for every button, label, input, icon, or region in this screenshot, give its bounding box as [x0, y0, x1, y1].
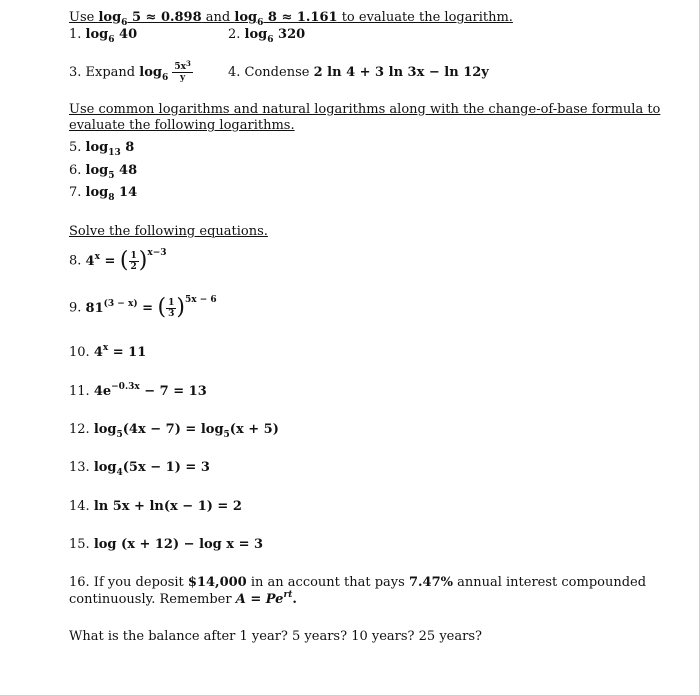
- problem-10-rest: = 11: [108, 345, 147, 360]
- problem-13-number: 13.: [69, 460, 94, 475]
- problem-7-arg: 14: [114, 185, 138, 200]
- problem-16-rate: 7.47%: [408, 575, 453, 590]
- problem-6-log: log: [85, 163, 109, 178]
- problem-9-equals: =: [137, 300, 158, 316]
- intro-fact2-base: 6: [257, 18, 264, 28]
- intro-fact2-value: 8 ≈ 1.161: [263, 10, 338, 25]
- problem-6-number: 6.: [69, 163, 86, 178]
- problem-1: [69, 27, 137, 44]
- problem-7-log: log: [85, 185, 109, 200]
- problem-8-fraction: [129, 251, 139, 272]
- problem-13: [69, 460, 210, 477]
- problem-14-expression: ln 5x + ln(x − 1) = 2: [93, 499, 242, 514]
- problem-9-right-paren: ): [176, 295, 185, 320]
- problem-9-number: 9.: [69, 300, 86, 316]
- problem-9-lhs: 81: [85, 300, 104, 316]
- problem-7-number: 7.: [69, 185, 86, 200]
- problem-3-numerator-exponent: 3: [186, 59, 191, 68]
- problem-8-lhs: 4: [85, 253, 95, 269]
- section-2-instruction-line-2: evaluate the following logarithms.: [69, 118, 295, 133]
- problem-6-base: 5: [108, 171, 115, 181]
- problem-12-log-2: log: [200, 422, 224, 437]
- problem-1-base: 6: [108, 35, 115, 45]
- intro-and: and: [201, 10, 235, 25]
- problem-1-number: 1.: [69, 27, 86, 42]
- intro-instruction: [69, 10, 513, 27]
- problem-9-lhs-exponent: (3 − x): [103, 298, 138, 309]
- problem-11-number: 11.: [69, 384, 94, 399]
- problem-3: [69, 60, 193, 87]
- problem-16-end: annual interest compounded: [452, 575, 647, 590]
- problem-5-arg: 8: [120, 140, 135, 155]
- problem-10: [69, 345, 146, 362]
- problem-16-line-1: [69, 575, 646, 591]
- problem-3-fraction: [172, 59, 193, 83]
- problem-16-remember: continuously. Remember: [69, 592, 236, 607]
- problem-12-arg-2: (x + 5): [229, 422, 279, 437]
- problem-3-denominator: y: [180, 73, 186, 83]
- problem-5-number: 5.: [69, 140, 86, 155]
- intro-fact1-log: log: [98, 10, 122, 25]
- intro-prefix: Use: [69, 10, 99, 25]
- problem-12-log-1: log: [93, 422, 117, 437]
- problem-8-equals: =: [99, 253, 120, 269]
- problem-6-arg: 48: [114, 163, 138, 178]
- problem-9-fraction: [166, 298, 176, 319]
- intro-fact1-base: 6: [121, 18, 128, 28]
- intro-fact1-value: 5 ≈ 0.898: [127, 10, 202, 25]
- problem-9-denominator: 3: [168, 308, 175, 319]
- problem-11-lhs: 4e: [93, 384, 112, 399]
- problem-16-line-2: [69, 592, 297, 609]
- problem-5-log: log: [85, 140, 109, 155]
- section-2-instruction-line-1: Use common logarithms and natural logarithms along with the change-of-base formula to: [69, 102, 661, 117]
- problem-7: [69, 185, 137, 202]
- problem-7-base: 8: [108, 193, 115, 203]
- problem-9: [69, 295, 217, 323]
- problem-2: [228, 27, 305, 44]
- problem-10-lhs-exponent: x: [102, 343, 109, 353]
- problem-9-rhs-exponent: 5x − 6: [185, 294, 217, 305]
- problem-10-number: 10.: [69, 345, 94, 360]
- problem-8-rhs-exponent: x−3: [147, 247, 167, 258]
- problem-4: [228, 65, 489, 81]
- problem-8: [69, 248, 167, 276]
- problem-1-log: log: [85, 27, 109, 42]
- problem-8-left-paren: (: [119, 248, 129, 273]
- problem-3-numerator: 5x: [174, 62, 187, 72]
- problem-2-base: 6: [267, 35, 274, 45]
- balance-question: What is the balance after 1 year? 5 years? 10 years? 25 years?: [69, 629, 482, 644]
- problem-2-number: 2.: [228, 27, 245, 42]
- problem-3-log: log: [139, 65, 162, 80]
- problem-8-right-paren: ): [138, 248, 148, 273]
- problem-8-numerator: 1: [130, 250, 137, 261]
- problem-12: [69, 422, 279, 439]
- problem-16-number: 16. If you deposit: [69, 575, 188, 590]
- problem-2-arg: 320: [273, 27, 306, 42]
- problem-4-expression: 2 ln 4 + 3 ln 3x − ln 12y: [313, 65, 489, 80]
- problem-14: [69, 499, 242, 515]
- problem-3-number: 3. Expand: [69, 65, 140, 80]
- problem-16-mid: in an account that pays: [246, 575, 409, 590]
- problem-12-arg-1: (4x − 7) =: [122, 422, 201, 437]
- problem-15: [69, 537, 263, 553]
- problem-5: [69, 140, 134, 157]
- problem-12-base-1: 5: [116, 430, 123, 440]
- problem-2-log: log: [244, 27, 268, 42]
- problem-10-lhs: 4: [93, 345, 103, 360]
- problem-15-expression: log (x + 12) − log x = 3: [93, 537, 264, 552]
- problem-11: [69, 384, 207, 401]
- problem-9-numerator: 1: [168, 297, 175, 308]
- problem-11-lhs-exponent: −0.3x: [111, 382, 140, 392]
- problem-8-denominator: 2: [130, 261, 137, 272]
- problem-13-arg: (5x − 1) = 3: [122, 460, 210, 475]
- problem-8-number: 8.: [69, 253, 86, 269]
- problem-16-formula: A = Pe: [235, 592, 284, 607]
- problem-8-lhs-exponent: x: [94, 251, 100, 262]
- problem-12-number: 12.: [69, 422, 94, 437]
- intro-suffix: to evaluate the logarithm.: [337, 10, 513, 25]
- problem-16-formula-exponent: rt: [283, 590, 293, 600]
- problem-13-base: 4: [116, 468, 123, 478]
- problem-6: [69, 163, 137, 180]
- problem-4-number: 4. Condense: [228, 65, 314, 80]
- problem-13-log: log: [93, 460, 117, 475]
- problem-11-rest: − 7 = 13: [139, 384, 207, 399]
- problem-5-base: 13: [108, 148, 121, 158]
- problem-12-base-2: 5: [223, 430, 230, 440]
- problem-3-base: 6: [161, 73, 169, 83]
- intro-fact2-log: log: [234, 10, 258, 25]
- problem-16-period: .: [292, 592, 297, 607]
- problem-16-amount: $14,000: [187, 575, 247, 590]
- problem-14-number: 14.: [69, 499, 94, 514]
- problem-9-left-paren: (: [157, 295, 167, 320]
- problem-1-arg: 40: [114, 27, 138, 42]
- section-3-title: Solve the following equations.: [69, 224, 268, 239]
- problem-15-number: 15.: [69, 537, 94, 552]
